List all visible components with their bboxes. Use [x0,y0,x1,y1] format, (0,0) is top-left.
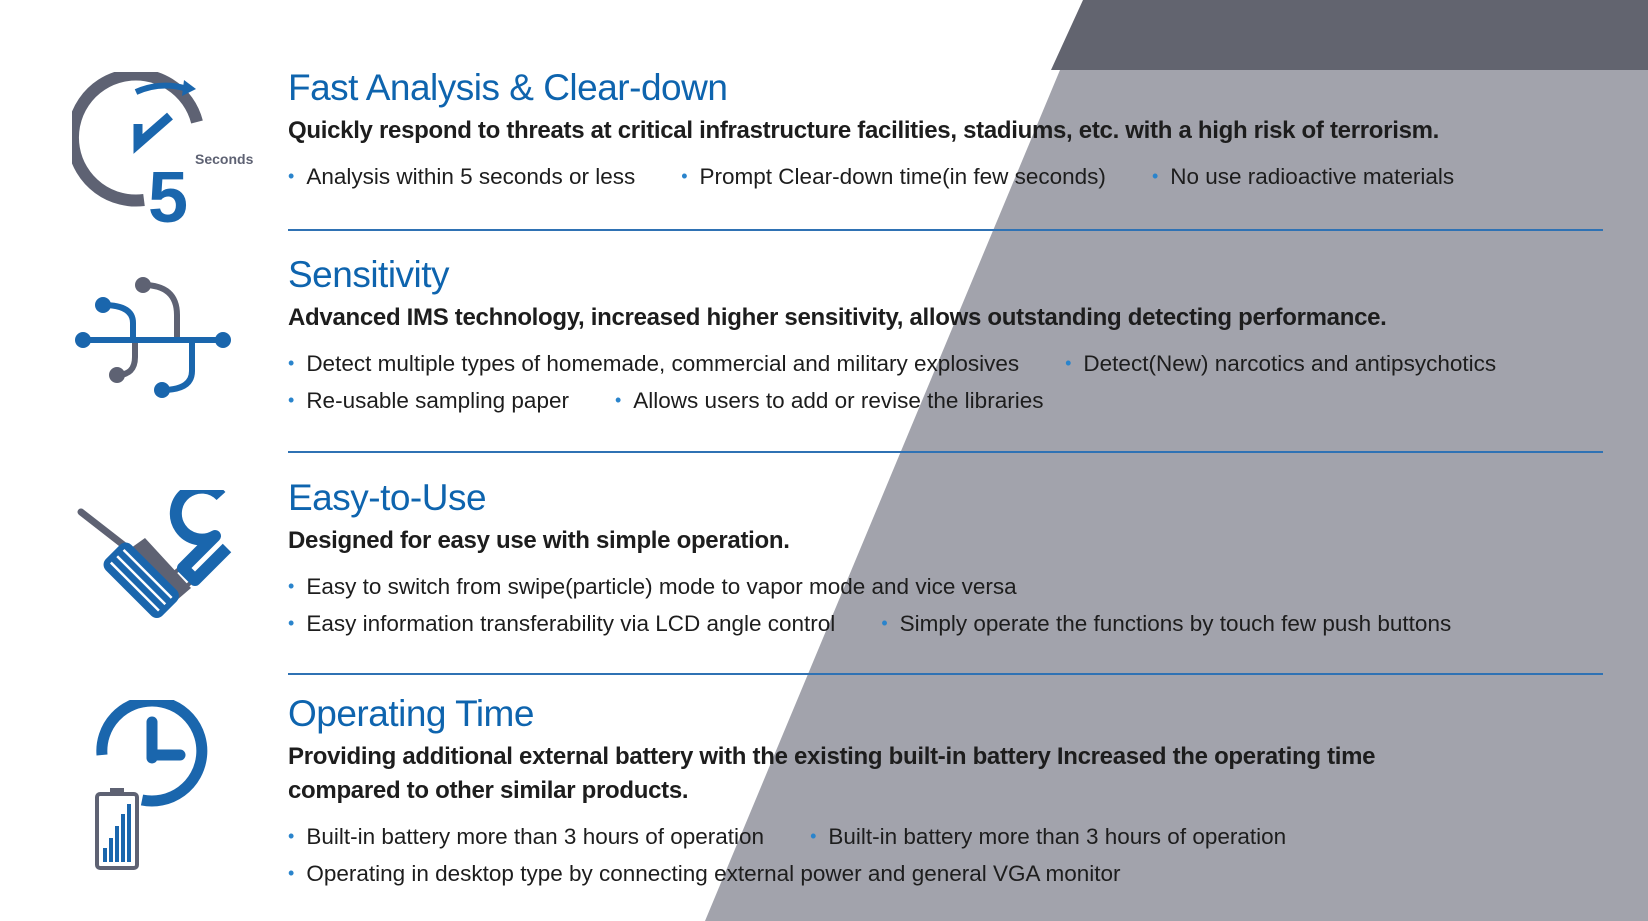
dark-top-band [1051,0,1648,70]
bullet-item: • Easy to switch from swipe(particle) mode to vapor mode and vice versa [288,573,1017,599]
section-divider [288,451,1603,453]
section-title: Sensitivity [288,254,450,295]
bullet-item: • Prompt Clear-down time(in few seconds) [681,163,1106,189]
bullet-item: • Re-usable sampling paper [288,387,569,413]
bullet-list [288,158,1603,195]
stopwatch-5-seconds-icon [72,72,262,232]
bullet-item: • Analysis within 5 seconds or less [288,163,636,189]
section-description: Quickly respond to threats at critical infrastructure facilities, stadiums, etc. with a high risk of terrorism. [288,117,1440,144]
bullet-list [288,818,1603,892]
section-sensitivity [288,253,1603,419]
stopwatch-number: 5 [148,158,189,232]
bullet-item: • Built-in battery more than 3 hours of operation [810,823,1287,849]
screwdriver-wrench-icon [75,490,235,630]
stopwatch-unit: Seconds [195,151,254,167]
clock-battery-icon [92,700,222,870]
section-title: Fast Analysis & Clear-down [288,67,728,108]
section-description: Providing additional external battery with the existing built-in battery Increased the operating time compared to other similar products. [288,743,1376,804]
section-description: Advanced IMS technology, increased higher sensitivity, allows outstanding detecting performance. [288,304,1387,331]
sensitivity-lines-icon [75,275,235,405]
section-operating-time [288,692,1603,892]
bullet-item: • Allows users to add or revise the libraries [614,387,1044,413]
section-divider [288,229,1603,231]
bullet-item: • Built-in battery more than 3 hours of operation [288,823,765,849]
bullet-item: • Detect multiple types of homemade, commercial and military explosives [288,350,1020,376]
bullet-list [288,568,1603,642]
bullet-item: • No use radioactive materials [1151,163,1455,189]
section-title: Easy-to-Use [288,477,487,518]
bullet-item: • Easy information transferability via LCD angle control [288,610,836,636]
bullet-item: • Operating in desktop type by connecting external power and general VGA monitor [288,860,1121,886]
section-easy-to-use [288,476,1603,642]
bullet-list [288,345,1603,419]
section-fast-analysis [288,66,1603,195]
section-title: Operating Time [288,693,534,734]
section-description: Designed for easy use with simple operation. [288,527,790,554]
bullet-item: • Detect(New) narcotics and antipsychotics [1065,350,1497,376]
section-divider [288,673,1603,675]
bullet-item: • Simply operate the functions by touch few push buttons [881,610,1452,636]
